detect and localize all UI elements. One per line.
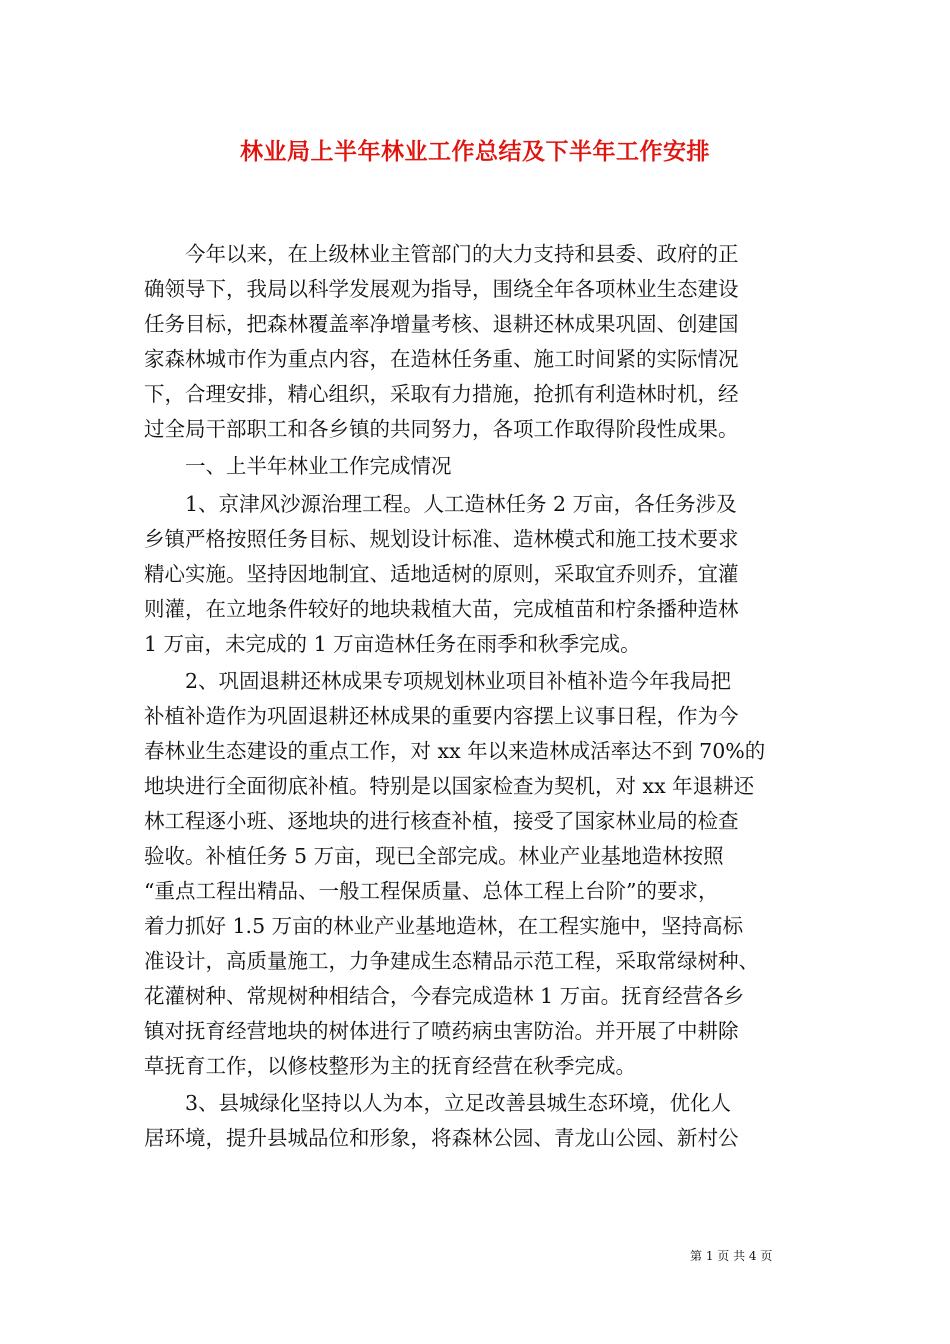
body-line: 1 万亩，未完成的 1 万亩造林任务在雨季和秋季完成。	[144, 632, 641, 656]
body-line: 2、巩固退耕还林成果专项规划林业项目补植补造今年我局把	[144, 669, 732, 693]
body-line: 着力抓好 1.5 万亩的林业产业基地造林，在工程实施中，坚持高标	[144, 914, 744, 938]
page-indicator: 第 1 页 共 4 页	[690, 1249, 773, 1263]
body-line: 过全局干部职工和各乡镇的共同努力，各项工作取得阶段性成果。	[144, 417, 739, 441]
body-line: 镇对抚育经营地块的树体进行了喷药病虫害防治。并开展了中耕除	[144, 1019, 739, 1043]
body-line: 春林业生态建设的重点工作，对 xx 年以来造林成活率达不到 70%的	[144, 739, 766, 763]
section-heading: 一、上半年林业工作完成情况	[144, 454, 452, 478]
body-line: 乡镇严格按照任务目标、规划设计标准、造林模式和施工技术要求	[144, 527, 739, 551]
body-line: 家森林城市作为重点内容，在造林任务重、施工时间紧的实际情况	[144, 347, 739, 371]
body-line: “重点工程出精品、一般工程保质量、总体工程上台阶”的要求，	[144, 879, 719, 903]
document-title: 林业局上半年林业工作总结及下半年工作安排	[240, 139, 710, 165]
body-line: 精心实施。坚持因地制宜、适地适树的原则，采取宜乔则乔，宜灌	[144, 562, 739, 586]
body-line: 验收。补植任务 5 万亩，现已全部完成。林业产业基地造林按照	[144, 844, 724, 868]
body-line: 准设计，高质量施工，力争建成生态精品示范工程，采取常绿树种、	[144, 949, 759, 973]
body-line: 下，合理安排，精心组织，采取有力措施，抢抓有利造林时机，经	[144, 382, 739, 406]
body-line: 任务目标，把森林覆盖率净增量考核、退耕还林成果巩固、创建国	[144, 312, 739, 336]
body-line: 则灌，在立地条件较好的地块栽植大苗，完成植苗和柠条播种造林	[144, 597, 739, 621]
body-line: 地块进行全面彻底补植。特别是以国家检查为契机，对 xx 年退耕还	[144, 774, 755, 798]
body-line: 居环境，提升县城品位和形象，将森林公园、青龙山公园、新村公	[144, 1126, 739, 1150]
body-line: 确领导下，我局以科学发展观为指导，围绕全年各项林业生态建设	[144, 277, 739, 301]
body-line: 花灌树种、常规树种相结合，今春完成造林 1 万亩。抚育经营各乡	[144, 984, 745, 1008]
body-line: 3、县城绿化坚持以人为本，立足改善县城生态环境，优化人	[144, 1091, 732, 1115]
body-line: 补植补造作为巩固退耕还林成果的重要内容摆上议事日程，作为今	[144, 704, 739, 728]
body-line: 今年以来，在上级林业主管部门的大力支持和县委、政府的正	[144, 242, 739, 266]
body-line: 草抚育工作，以修枝整形为主的抚育经营在秋季完成。	[144, 1054, 636, 1078]
body-line: 1、京津风沙源治理工程。人工造林任务 2 万亩，各任务涉及	[144, 492, 737, 516]
body-line: 林工程逐小班、逐地块的进行核查补植，接受了国家林业局的检查	[144, 809, 739, 833]
